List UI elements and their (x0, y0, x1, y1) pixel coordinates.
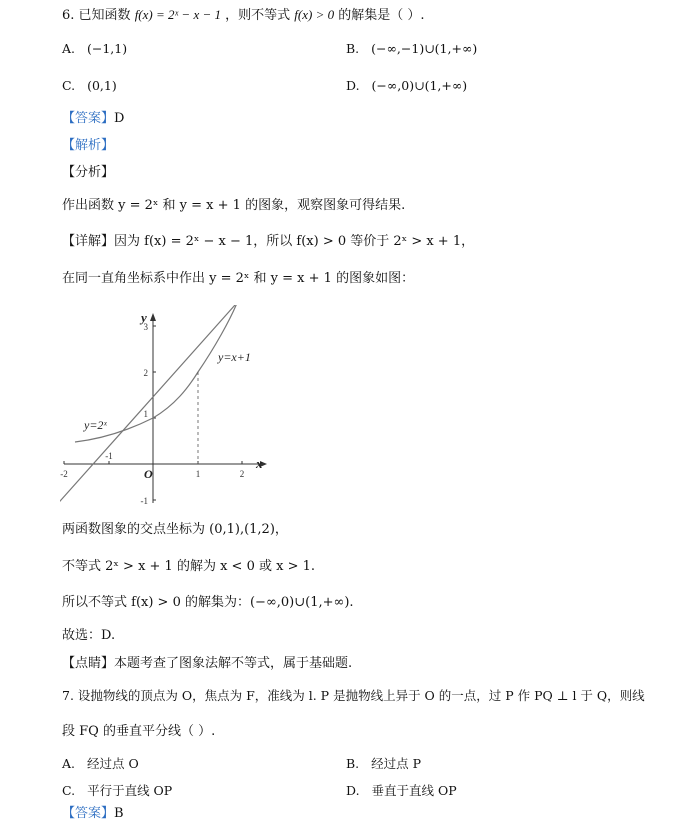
option-label: B. (346, 756, 360, 771)
q7-answer (62, 805, 124, 823)
detail-text: 因为 f(x) = 2ˣ − x − 1，所以 f(x) > 0 等价于 2ˣ > x + 1， (114, 234, 475, 249)
q6-fenxi-tag: 【分析】 (62, 165, 115, 180)
q6-stem-function: f(x) = 2ˣ − x − 1 (134, 7, 221, 22)
q6-option-b (346, 40, 477, 58)
answer-value: B (114, 806, 124, 821)
y-axis-label: y (141, 310, 147, 325)
q6-stem-inequality: f(x) > 0 (294, 7, 335, 22)
q6-answer (62, 110, 124, 128)
x-tick-label: 1 (195, 469, 201, 479)
y-axis-arrow (150, 313, 156, 321)
q6-intersect-text: 两函数图象的交点坐标为 (0,1),(1,2)， (62, 522, 288, 537)
option-text: 平行于直线 OP (87, 783, 173, 798)
option-label: D. (346, 783, 360, 798)
origin-label: O (144, 467, 153, 481)
q7-option-d (346, 782, 457, 800)
q6-stem (62, 6, 425, 25)
q7-stem-line1: 7. 设抛物线的顶点为 O，焦点为 F，准线为 l. P 是抛物线上异于 O 的一点，过 P 作 PQ ⊥ l 于 Q，则线 (62, 688, 645, 703)
q6-analysis-tag: 【解析】 (62, 138, 115, 153)
q6-option-c (62, 77, 117, 95)
x-tick-label: 2 (239, 469, 245, 479)
x-tick-label: -2 (60, 469, 68, 479)
q7-option-c (62, 782, 172, 800)
option-label: B. (346, 41, 360, 56)
line-curve-label: y=x+1 (218, 350, 251, 364)
q7-stem-line2: 段 FQ 的垂直平分线（ ）. (62, 724, 216, 739)
option-text: (0,1) (87, 78, 117, 93)
q6-detail (62, 233, 474, 251)
option-text: (−∞,0)∪(1,+∞) (371, 78, 468, 93)
q7-option-a (62, 755, 139, 773)
option-label: D. (346, 78, 360, 93)
q6-stem-middle: ，则不等式 (225, 8, 291, 23)
q6-solution-set-text: 所以不等式 f(x) > 0 的解集为：(−∞,0)∪(1,+∞). (62, 595, 354, 610)
y-tick-label: 2 (143, 368, 148, 378)
option-label: C. (62, 78, 76, 93)
option-text: 经过点 P (371, 756, 422, 771)
option-text: 经过点 O (87, 756, 139, 771)
answer-value: D (114, 111, 125, 126)
q6-comment (62, 655, 352, 673)
option-text: (−1,1) (87, 41, 128, 56)
option-label: C. (62, 783, 76, 798)
q6-graph-intro: 在同一直角坐标系中作出 y = 2ˣ 和 y = x + 1 的图象如图： (62, 271, 415, 286)
answer-tag: 【答案】 (62, 806, 115, 821)
comment-tag: 【点睛】 (62, 656, 115, 671)
q6-choose-text: 故选：D. (62, 628, 116, 643)
y-tick-label: -1 (140, 496, 148, 506)
x-axis-label: x (256, 456, 263, 471)
comment-text: 本题考查了图象法解不等式，属于基础题. (114, 656, 353, 671)
q7-option-b (346, 755, 421, 773)
answer-tag: 【答案】 (62, 111, 115, 126)
option-text: 垂直于直线 OP (371, 783, 457, 798)
q6-stem-prefix: 6. 已知函数 (62, 8, 131, 23)
y-tick-label: 1 (143, 409, 148, 419)
exp-curve-label: y=2ˣ (84, 418, 107, 432)
q6-stem-suffix: 的解集是（ ）. (338, 8, 425, 23)
q6-option-a (62, 40, 127, 58)
function-graph (60, 305, 275, 510)
q6-fenxi-text: 作出函数 y = 2ˣ 和 y = x + 1 的图象，观察图象可得结果. (62, 198, 406, 213)
detail-tag: 【详解】 (62, 234, 115, 249)
y-tick-label: 3 (143, 322, 148, 332)
option-text: (−∞,−1)∪(1,+∞) (371, 41, 478, 56)
q6-solve-text: 不等式 2ˣ > x + 1 的解为 x < 0 或 x > 1. (62, 559, 316, 574)
option-label: A. (62, 756, 76, 771)
q6-option-d (346, 77, 467, 95)
option-label: A. (62, 41, 76, 56)
x-tick-label: -1 (105, 451, 113, 461)
